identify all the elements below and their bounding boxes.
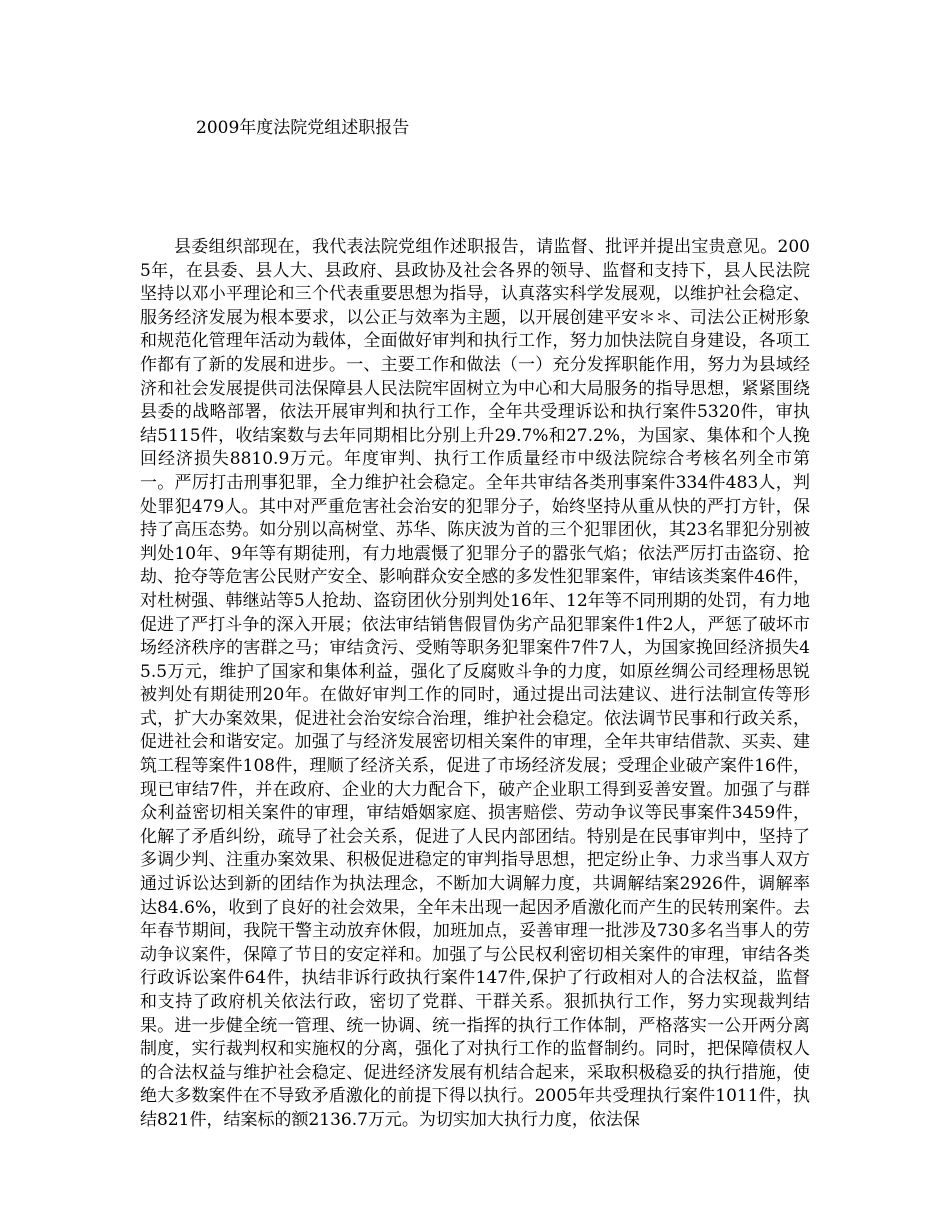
document-body-paragraph: 县委组织部现在，我代表法院党组作述职报告，请监督、批评并提出宝贵意见。2005年，在县委、县人大、县政府、县政协及社会各界的领导、监督和支持下，县人民法院坚持以邓小平理论和三个代表重要思想为指导，认真落实科学发展观，以维护社会稳定、服务经济发展为根本要求，以公正与效率为主题，以开展创建平安＊＊、司法公正树形象和规范化管理年活动为载体，全面做好审判和执行工作，努力加快法院自身建设，各项工作都有了新的发展和进步。一、主要工作和做法（一）充分发挥职能作用，努力为县域经济和社会发展提供司法保障县人民法院牢固树立为中心和大局服务的指导思想，紧紧围绕县委的战略部署，依法开展审判和执行工作，全年共受理诉讼和执行案件5320件，审执结5115件，收结案数与去年同期相比分别上升29.7%和27.2%，为国家、集体和个人挽回经济损失8810.9万元。年度审判、执行工作质量经市中级法院综合考核名列全市第一。严厉打击刑事犯罪，全力维护社会稳定。全年共审结各类刑事案件334件483人，判处罪犯479人。其中对严重危害社会治安的犯罪分子，始终坚持从重从快的严打方针，保持了高压态势。如分别以高树堂、苏华、陈庆波为首的三个犯罪团伙，其23名罪犯分别被判处10年、9年等有期徒刑，有力地震慑了犯罪分子的嚣张气焰；依法严厉打击盗窃、抢劫、抢夺等危害公民财产安全、影响群众安全感的多发性犯罪案件，审结该类案件46件，对杜树强、韩继站等5人抢劫、盗窃团伙分别判处16年、12年等不同刑期的处罚，有力地促进了严打斗争的深入开展；依法审结销售假冒伪劣产品犯罪案件1件2人，严惩了破坏市场经济秩序的害群之马；审结贪污、受贿等职务犯罪案件7件7人，为国家挽回经济损失45.5万元，维护了国家和集体利益，强化了反腐败斗争的力度，如原丝绸公司经理杨思锐被判处有期徒刑20年。在做好审判工作的同时，通过提出司法建议、进行法制宣传等形式，扩大办案效果，促进社会治安综合治理，维护社会稳定。依法调节民事和行政关系，促进社会和谐安定。加强了与经济发展密切相关案件的审理，全年共审结借款、买卖、建筑工程等案件108件，理顺了经济关系，促进了市场经济发展；受理企业破产案件16件，现已审结7件，并在政府、企业的大力配合下，破产企业职工得到妥善安置。加强了与群众利益密切相关案件的审理，审结婚姻家庭、损害赔偿、劳动争议等民事案件3459件，化解了矛盾纠纷，疏导了社会关系，促进了人民内部团结。特别是在民事审判中，坚持了多调少判、注重办案效果、积极促进稳定的审判指导思想，把定纷止争、力求当事人双方通过诉讼达到新的团结作为执法理念，不断加大调解力度，共调解结案2926件，调解率达84.6%，收到了良好的社会效果，全年未出现一起因矛盾激化而产生的民转刑案件。去年春节期间，我院干警主动放弃休假，加班加点，妥善审理一批涉及730多名当事人的劳动争议案件，保障了节日的安定祥和。加强了与公民权利密切相关案件的审理，审结各类行政诉讼案件64件，执结非诉行政执行案件147件,保护了行政相对人的合法权益，监督和支持了政府机关依法行政，密切了党群、干群关系。狠抓执行工作，努力实现裁判结果。进一步健全统一管理、统一协调、统一指挥的执行工作体制，严格落实一公开两分离制度，实行裁判权和实施权的分离，强化了对执行工作的监督制约。同时，把保障债权人的合法权益与维护社会稳定、促进经济发展有机结合起来，采取积极稳妥的执行措施，使绝大多数案件在不导致矛盾激化的前提下得以执行。2005年共受理执行案件1011件，执结821件，结案标的额2136.7万元。为切实加大执行力度，依法保 bbox=[140, 237, 810, 1130]
document-title: 2009年度法院党组述职报告 bbox=[196, 118, 410, 138]
